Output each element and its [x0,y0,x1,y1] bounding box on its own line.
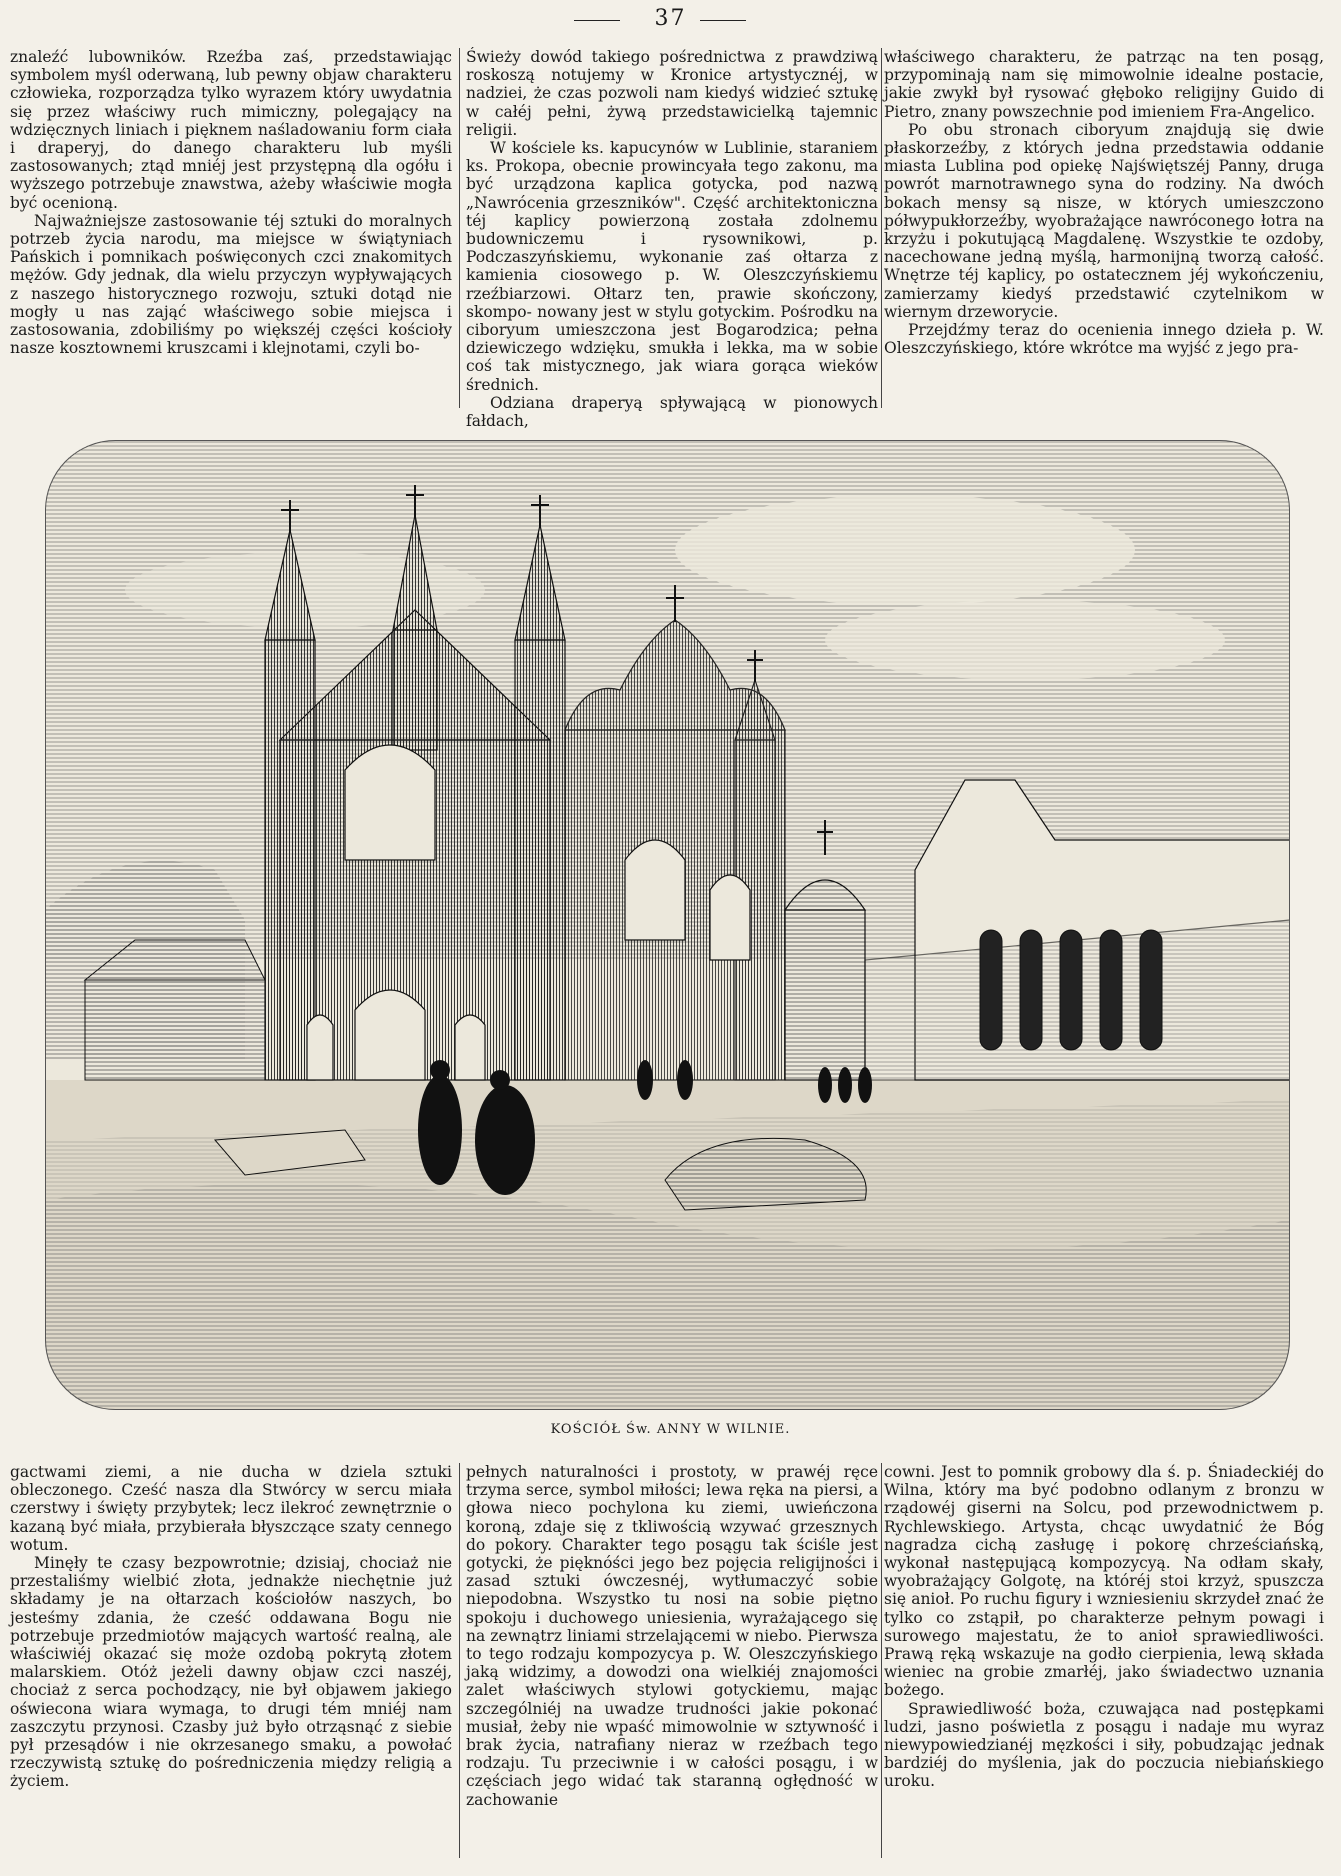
paragraph: pełnych naturalności i prostoty, w prawéj ręce trzyma serce, symbol miłości; lewa ręka na piersi, a głowa nieco pochylona ku ziemi, uwieńczona koroną, zdaje się z tkliwością wzywać grzesznych do pokory. Charakter tego posągu tak ściśle jest gotycki, że pięknóści jego bez pojęcia religijności i zasad sztuki ówczesnéj, wytłumaczyć sobie niepodobna. Wszystko tu nosi na sobie piętno spokoju i duchowego uniesienia, wyrażającego się na zewnątrz liniami strzelającemi w niebo. Pierwsza to tego rodzaju kompozycya p. W. Oleszczyńskiego jaką widzimy, a dowodzi ona wielkiéj znajomości zalet właściwych stylowi gotyckiemu, mając szczególniéj na uwadze trudności jakie pokonać musiał, żeby nie wpaść mimowolnie w sztywność i brak życia, natrafiany nieraz w rzeźbach tego rodzaju. Tu przeciwnie i w całości posągu, i w częściach jego widać tak staranną ogłędność w zachowanie [466,1463,878,1809]
paragraph: W kościele ks. kapucynów w Lublinie, staraniem ks. Prokopa, obecnie prowincyała tego zakonu, ma być urządzona kaplica gotycka, pod nazwą „Nawrócenia grzeszników". Część architektoniczna téj kaplicy powierzoną została zdolnemu budowniczemu i rysownikowi, p. Podczaszyńskiemu, wykonanie zaś ołtarza z kamienia ciosowego p. W. Oleszczyńskiemu rzeźbiarzowi. Ołtarz ten, prawie skończony, skompo- nowany jest w stylu gotyckim. Pośrodku na ciboryum umieszczona jest Bogarodzica; pełna dziewiczego wdzięku, smukła i lekka, ma w sobie coś tak mistycznego, jak wiara gorąca wieków średnich. [466,139,878,394]
paragraph: gactwami ziemi, a nie ducha w dziela sztuki obleczonego. Cześć nasza dla Stwórcy w sercu miała czerstwy i święty przybytek; lecz ilekroć zewnętrznie o kazaną być miała, przybierała błyszczące szaty cennego wotum. [10,1463,452,1554]
top-column-1 [10,48,452,357]
illustration-caption: KOŚCIÓŁ Św. ANNY W WILNIE. [550,1422,791,1437]
bottom-column-2 [466,1463,878,1809]
paragraph: Odziana draperyą spływającą w pionowych fałdach, [466,393,878,431]
column-divider [459,48,460,408]
bottom-column-1 [10,1463,452,1791]
page-number: 37 [654,6,687,31]
paragraph: Po obu stronach ciboryum znajdują się dwie płaskorzeźby, z których jedna przedstawia oddanie miasta Lublina pod opiekę Najświętszéj Panny, druga powrót marnotrawnego syna do rodziny. Na dwóch bokach mensy są nisze, w których umieszczono półwypukłorzeźby, wyobrażające nawróconego łotra na krzyżu i pokutującą Magdalenę. Wszystkie te ozdoby, nacechowane jedną myślą, harmonijną tworzą całość. Wnętrze téj kaplicy, po ostatecznem jéj wykończeniu, zamierzamy kiedyś przedstawić czytelnikom w wiernym drzeworycie. [884,120,1324,321]
church-engraving [45,440,1290,1410]
top-column-2 [466,48,878,430]
paragraph: Świeży dowód takiego pośrednictwa z prawdziwą roskoszą notujemy w Kronice artystycznéj, w nadziei, że czas pozwoli nam kiedyś widzieć sztukę w całéj pełni, żywą przedstawicielką tajemnic religii. [466,48,878,139]
bottom-column-3 [884,1463,1324,1791]
paragraph: Najważniejsze zastosowanie téj sztuki do moralnych potrzeb życia narodu, ma miejsce w świątyniach Pańskich i pomnikach poświęconych czci znakomitych mężów. Gdy jednak, dla wielu przyczyn wypływających z naszego historycznego rozwoju, sztuki dotąd nie mogły u nas zająć właściwego sobie miejsca i zastosowania, zdobiliśmy po większéj części kościoły nasze kosztownemi kruszcami i klejnotami, czyli bo- [10,211,452,358]
top-column-3 [884,48,1324,357]
paragraph: właściwego charakteru, że patrząc na ten posąg, przypominają nam się mimowolnie idealne postacie, jakie zwykł był rysować głęboko religijny Guido di Pietro, znany powszechnie pod imieniem Fra-Angelico. [884,48,1324,121]
paragraph: Sprawiedliwość boża, czuwająca nad postępkami ludzi, jasno poświetla z posągu i nadaje mu wyraz niewypowiedzianéj męzkości i siły, pobudzając jednak bardziéj do myślenia, jak do poczucia niebiańskiego uroku. [884,1699,1324,1791]
paragraph: cowni. Jest to pomnik grobowy dla ś. p. Śniadeckiéj do Wilna, który ma być podobno odlanym z bronzu w rządowéj giserni na Solcu, pod przewodnictwem p. Rychlewskiego. Artysta, chcąc uwydatnić że Bóg nagradza cichą zasługę i pokorę chrześciańską, wykonał następującą kompozycyą. Na odłam skały, wyobrażający Golgotę, na któréj stoi krzyż, spuszcza się anioł. Po ruchu figury i wzniesieniu skrzydeł znać że tylko co zstąpił, po charakterze pełnym powagi i surowego majestatu, że to anioł sprawiedliwości. Prawą ręką wskazuje na godło cierpienia, lewą składa wieniec na grobie zmarłéj, jako świadectwo uznania bożego. [884,1463,1324,1700]
paragraph: Minęły te czasy bezpowrotnie; dzisiaj, chociaż nie przestaliśmy wielbić złota, jednakże niechętnie już składamy je na ołtarzach kościołów naszych, bo jesteśmy zdania, że cześć oddawana Bogu nie potrzebuje przedmiotów mających wartość realną, ale właściwiéj okazać się może ozdobą pokrytą złotem malarskiem. Otóż jeżeli dawny objaw czci naszéj, chociaż z serca pochodzący, nie był objawem jakiego oświecona wiara wymaga, to drugi tém mniéj nam zaszczytu przynosi. Czasby już było otrząsnąć z siebie pył przesądów i nie okrzesanego smaku, a powołać rzeczywistą sztukę do pośredniczenia między religią a życiem. [10,1554,452,1791]
paragraph: znaleźć lubowników. Rzeźba zaś, przedstawiając symbolem myśl oderwaną, lub pewny objaw charakteru człowieka, rozporządza tylko wyrazem który uwydatnia się przez właściwy ruch mimiczny, polegający na wdzięcznych liniach i pięknem naśladowaniu form ciała i draperyj, do danego charakteru lub myśli zastosowanych; ztąd mniéj jest przystępną dla ogółu i wyższego potrzebuje znawstwa, ażeby właściwie mogła być ocenioną. [10,48,452,212]
column-divider [881,48,882,408]
column-divider [459,1463,460,1858]
header-rule-right [700,20,746,21]
paragraph: Przejdźmy teraz do ocenienia innego dzieła p. W. Oleszczyńskiego, które wkrótce ma wyjść z jego pra- [884,321,1324,358]
column-divider [881,1463,882,1858]
